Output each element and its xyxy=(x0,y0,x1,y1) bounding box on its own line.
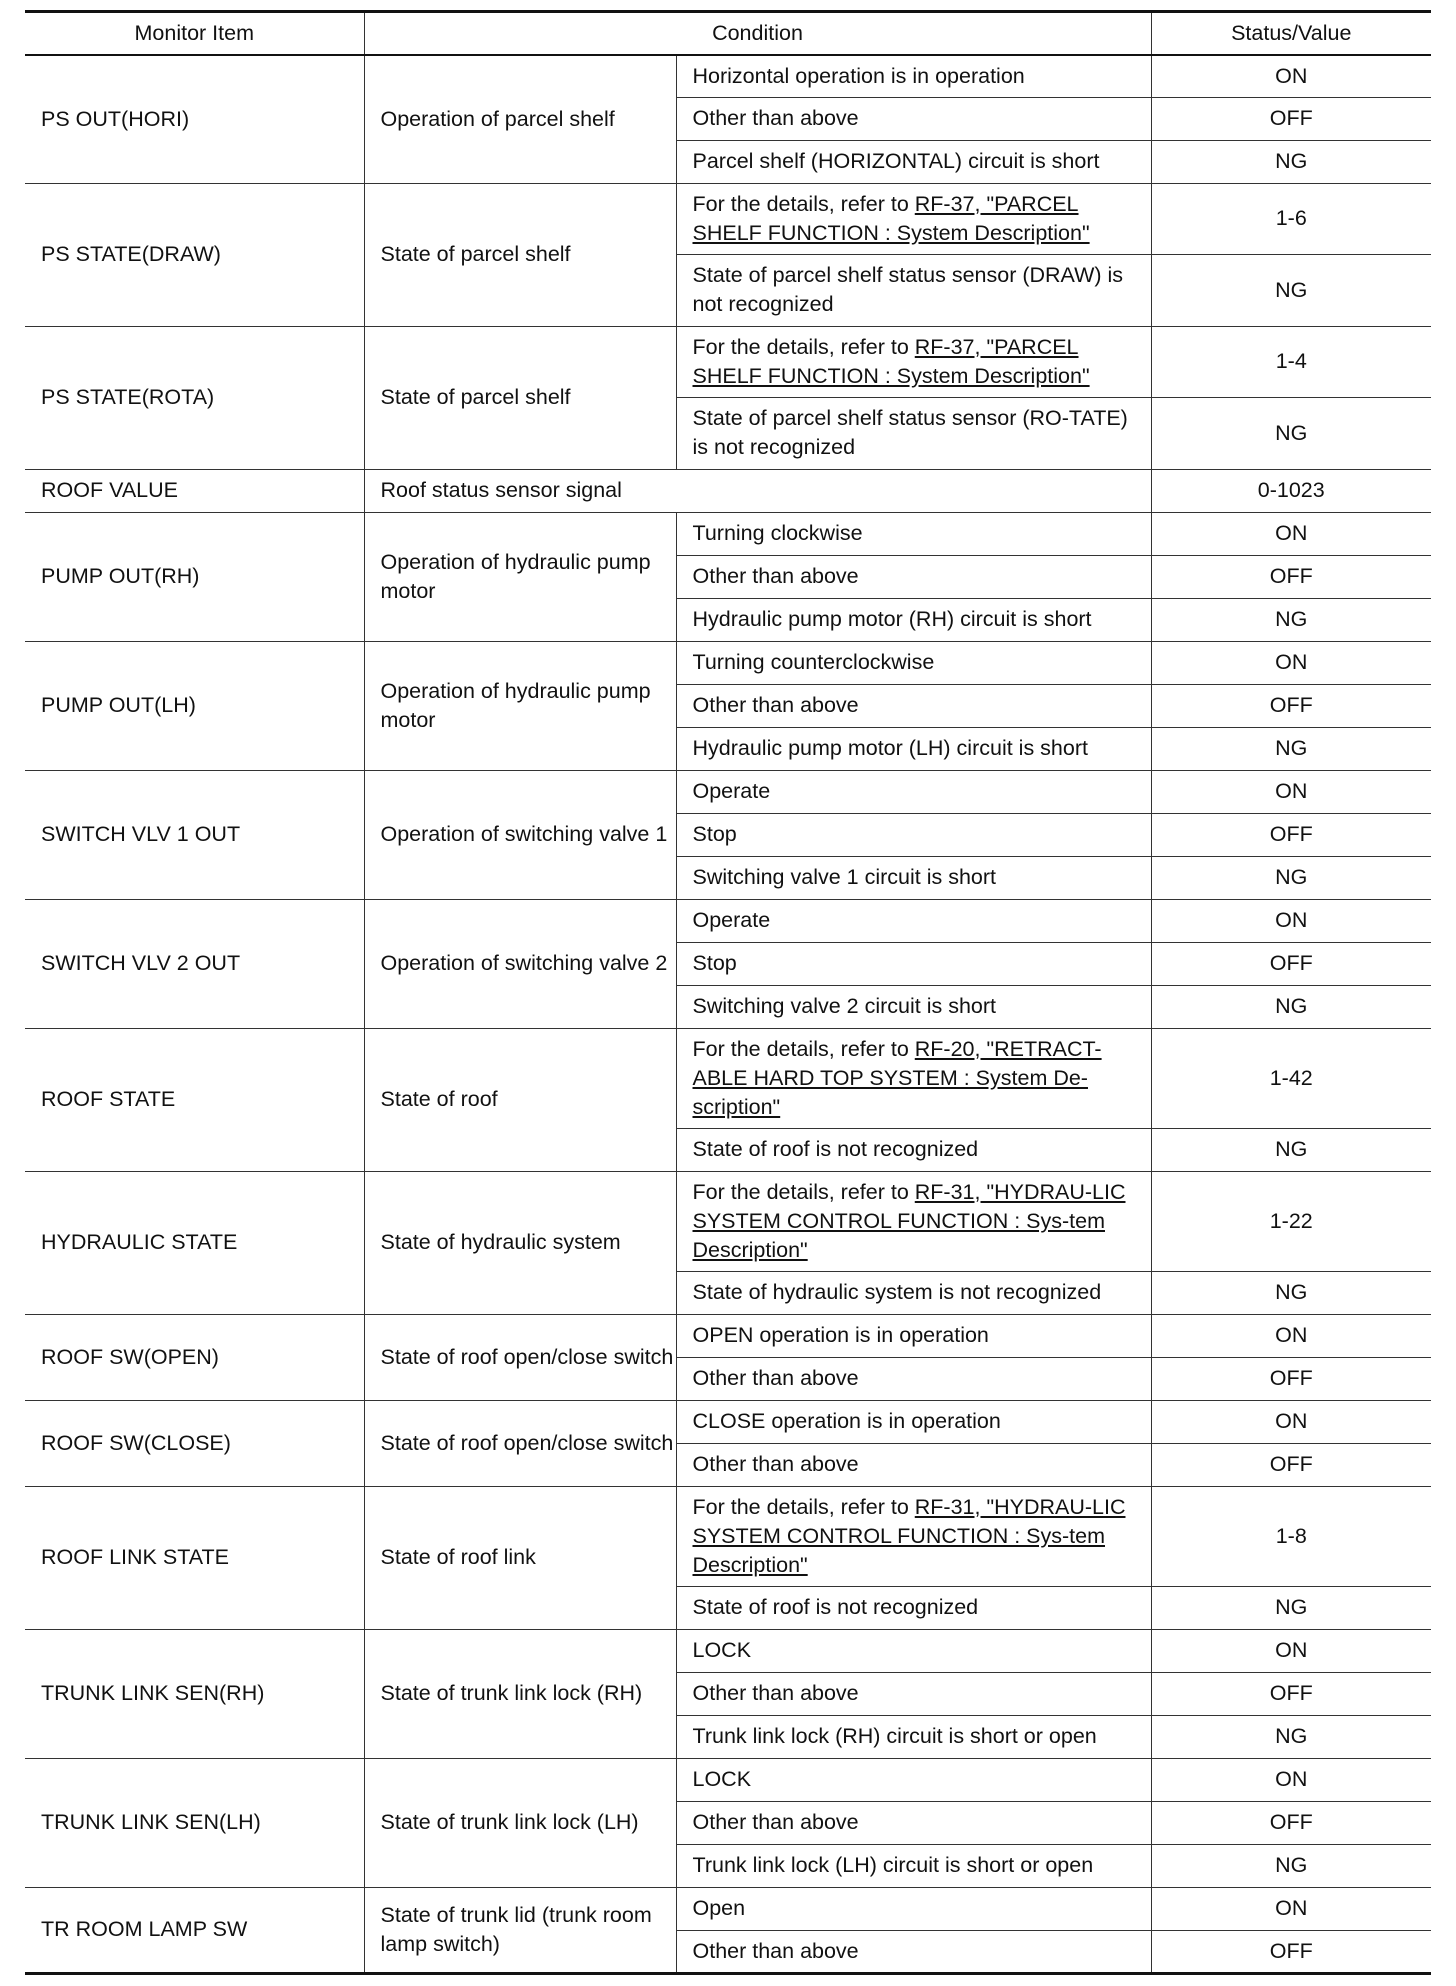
status-value-cell: OFF xyxy=(1151,1801,1431,1844)
monitor-item-cell: TR ROOM LAMP SW xyxy=(25,1887,364,1973)
table-row xyxy=(25,899,1431,942)
status-value-cell: NG xyxy=(1151,856,1431,899)
status-value-cell: NG xyxy=(1151,254,1431,326)
condition-cell: State of roof open/close switch xyxy=(364,1314,676,1400)
monitor-item-cell: HYDRAULIC STATE xyxy=(25,1171,364,1314)
condition-detail-cell: Other than above xyxy=(676,1672,1151,1715)
monitor-item-cell: PS STATE(DRAW) xyxy=(25,183,364,326)
status-value-cell: NG xyxy=(1151,1844,1431,1887)
condition-detail-cell: Open xyxy=(676,1887,1151,1930)
condition-detail-cell xyxy=(676,1486,1151,1586)
condition-detail-cell: Stop xyxy=(676,942,1151,985)
condition-detail-cell: LOCK xyxy=(676,1629,1151,1672)
condition-detail-cell: Trunk link lock (LH) circuit is short or open xyxy=(676,1844,1151,1887)
status-value-cell: NG xyxy=(1151,598,1431,641)
status-value-cell: ON xyxy=(1151,512,1431,555)
condition-detail-cell: Turning counterclockwise xyxy=(676,641,1151,684)
status-value-cell: OFF xyxy=(1151,813,1431,856)
status-value-cell: 1-4 xyxy=(1151,326,1431,397)
monitor-item-table-page xyxy=(25,10,1431,1978)
condition-cell: State of trunk lid (trunk room lamp switch) xyxy=(364,1887,676,1973)
status-value-cell: OFF xyxy=(1151,684,1431,727)
status-value-cell: 1-42 xyxy=(1151,1028,1431,1128)
status-value-cell: OFF xyxy=(1151,555,1431,598)
condition-detail-cell: State of parcel shelf status sensor (RO-TATE) is not recognized xyxy=(676,397,1151,469)
status-value-cell: ON xyxy=(1151,899,1431,942)
monitor-item-cell: ROOF SW(OPEN) xyxy=(25,1314,364,1400)
status-value-cell: 1-22 xyxy=(1151,1171,1431,1271)
condition-detail-cell: Horizontal operation is in operation xyxy=(676,55,1151,97)
condition-detail-cell: Hydraulic pump motor (LH) circuit is short xyxy=(676,727,1151,770)
reference-link[interactable]: RF-20, "RETRACT-ABLE HARD TOP SYSTEM : System De-scription" xyxy=(692,1036,1102,1119)
monitor-item-cell: TRUNK LINK SEN(LH) xyxy=(25,1758,364,1887)
condition-detail-cell: Stop xyxy=(676,813,1151,856)
condition-cell: Operation of parcel shelf xyxy=(364,55,676,183)
condition-detail-cell: CLOSE operation is in operation xyxy=(676,1400,1151,1443)
table-row xyxy=(25,1028,1431,1128)
status-value-cell: ON xyxy=(1151,1629,1431,1672)
condition-cell: State of roof open/close switch xyxy=(364,1400,676,1486)
condition-detail-cell: State of roof is not recognized xyxy=(676,1586,1151,1629)
status-value-cell: 1-8 xyxy=(1151,1486,1431,1586)
reference-prefix: For the details, refer to xyxy=(692,1494,915,1519)
status-value-cell: OFF xyxy=(1151,1357,1431,1400)
monitor-item-cell: PUMP OUT(LH) xyxy=(25,641,364,770)
table-row xyxy=(25,1486,1431,1586)
table-row xyxy=(25,1171,1431,1271)
condition-detail-cell: Trunk link lock (RH) circuit is short or open xyxy=(676,1715,1151,1758)
table-row xyxy=(25,326,1431,397)
monitor-item-cell: PS OUT(HORI) xyxy=(25,55,364,183)
status-value-cell: ON xyxy=(1151,1314,1431,1357)
status-value-cell: NG xyxy=(1151,1586,1431,1629)
status-value-cell: ON xyxy=(1151,770,1431,813)
reference-link[interactable]: RF-31, "HYDRAU-LIC SYSTEM CONTROL FUNCTION : Sys-tem Description" xyxy=(692,1494,1126,1577)
reference-prefix: For the details, refer to xyxy=(692,334,915,359)
condition-cell: State of parcel shelf xyxy=(364,183,676,326)
condition-detail-cell: Other than above xyxy=(676,1443,1151,1486)
status-value-cell: ON xyxy=(1151,641,1431,684)
monitor-item-table xyxy=(25,10,1431,1975)
monitor-item-cell: ROOF LINK STATE xyxy=(25,1486,364,1629)
condition-detail-cell xyxy=(676,1171,1151,1271)
status-value-cell: NG xyxy=(1151,140,1431,183)
status-value-cell: NG xyxy=(1151,727,1431,770)
table-row xyxy=(25,1400,1431,1443)
reference-prefix: For the details, refer to xyxy=(692,191,915,216)
condition-cell: State of trunk link lock (RH) xyxy=(364,1629,676,1758)
status-value-cell: NG xyxy=(1151,985,1431,1028)
table-row xyxy=(25,641,1431,684)
monitor-item-cell: SWITCH VLV 1 OUT xyxy=(25,770,364,899)
condition-detail-cell: Other than above xyxy=(676,1930,1151,1973)
condition-cell: State of parcel shelf xyxy=(364,326,676,469)
condition-detail-cell: Hydraulic pump motor (RH) circuit is short xyxy=(676,598,1151,641)
monitor-item-cell: ROOF SW(CLOSE) xyxy=(25,1400,364,1486)
status-value-cell: ON xyxy=(1151,55,1431,97)
condition-cell: State of hydraulic system xyxy=(364,1171,676,1314)
reference-prefix: For the details, refer to xyxy=(692,1179,915,1204)
reference-link[interactable]: RF-37, "PARCEL SHELF FUNCTION : System Description" xyxy=(692,334,1090,388)
status-value-cell: OFF xyxy=(1151,97,1431,140)
condition-detail-cell xyxy=(676,326,1151,397)
condition-detail-cell: Other than above xyxy=(676,555,1151,598)
monitor-item-cell: PS STATE(ROTA) xyxy=(25,326,364,469)
status-value-cell: ON xyxy=(1151,1887,1431,1930)
status-value-cell: NG xyxy=(1151,397,1431,469)
table-row xyxy=(25,469,1431,512)
condition-detail-cell: State of hydraulic system is not recognized xyxy=(676,1271,1151,1314)
status-value-cell: ON xyxy=(1151,1758,1431,1801)
status-value-cell: ON xyxy=(1151,1400,1431,1443)
status-value-cell: 1-6 xyxy=(1151,183,1431,254)
condition-cell: State of roof xyxy=(364,1028,676,1171)
condition-detail-cell: Parcel shelf (HORIZONTAL) circuit is short xyxy=(676,140,1151,183)
condition-cell: State of roof link xyxy=(364,1486,676,1629)
status-value-cell: OFF xyxy=(1151,1672,1431,1715)
condition-detail-cell: Other than above xyxy=(676,1801,1151,1844)
reference-link[interactable]: RF-31, "HYDRAU-LIC SYSTEM CONTROL FUNCTION : Sys-tem Description" xyxy=(692,1179,1126,1262)
condition-detail-cell: Other than above xyxy=(676,97,1151,140)
table-row xyxy=(25,55,1431,97)
condition-cell: State of trunk link lock (LH) xyxy=(364,1758,676,1887)
status-value-cell: OFF xyxy=(1151,1930,1431,1973)
table-row xyxy=(25,1629,1431,1672)
table-row xyxy=(25,1758,1431,1801)
monitor-item-cell: PUMP OUT(RH) xyxy=(25,512,364,641)
condition-detail-cell: OPEN operation is in operation xyxy=(676,1314,1151,1357)
table-row xyxy=(25,770,1431,813)
status-value-cell: NG xyxy=(1151,1128,1431,1171)
condition-detail-cell: Other than above xyxy=(676,1357,1151,1400)
header-monitor-item: Monitor Item xyxy=(25,12,364,56)
condition-detail-cell: Switching valve 2 circuit is short xyxy=(676,985,1151,1028)
condition-detail-cell: State of roof is not recognized xyxy=(676,1128,1151,1171)
header-status-value: Status/Value xyxy=(1151,12,1431,56)
reference-link[interactable]: RF-37, "PARCEL SHELF FUNCTION : System Description" xyxy=(692,191,1090,245)
condition-detail-cell: Turning clockwise xyxy=(676,512,1151,555)
condition-detail-cell xyxy=(676,183,1151,254)
condition-detail-cell: State of parcel shelf status sensor (DRAW) is not recognized xyxy=(676,254,1151,326)
condition-detail-cell: LOCK xyxy=(676,1758,1151,1801)
status-value-cell: NG xyxy=(1151,1715,1431,1758)
status-value-cell: OFF xyxy=(1151,1443,1431,1486)
monitor-item-cell: ROOF VALUE xyxy=(25,469,364,512)
table-row xyxy=(25,1887,1431,1930)
monitor-item-cell: ROOF STATE xyxy=(25,1028,364,1171)
header-row xyxy=(25,12,1431,56)
condition-detail-cell: Operate xyxy=(676,899,1151,942)
status-value-cell: OFF xyxy=(1151,942,1431,985)
condition-detail-cell: Operate xyxy=(676,770,1151,813)
condition-detail-cell: Switching valve 1 circuit is short xyxy=(676,856,1151,899)
status-value-cell: 0-1023 xyxy=(1151,469,1431,512)
table-row xyxy=(25,512,1431,555)
condition-cell: Operation of hydraulic pump motor xyxy=(364,512,676,641)
condition-cell: Operation of switching valve 2 xyxy=(364,899,676,1028)
status-value-cell: NG xyxy=(1151,1271,1431,1314)
condition-detail-cell: Other than above xyxy=(676,684,1151,727)
condition-detail-cell xyxy=(676,1028,1151,1128)
reference-prefix: For the details, refer to xyxy=(692,1036,915,1061)
table-row xyxy=(25,1314,1431,1357)
table-row xyxy=(25,183,1431,254)
condition-cell: Roof status sensor signal xyxy=(364,469,1151,512)
header-condition: Condition xyxy=(364,12,1151,56)
condition-cell: Operation of hydraulic pump motor xyxy=(364,641,676,770)
condition-cell: Operation of switching valve 1 xyxy=(364,770,676,899)
monitor-item-cell: SWITCH VLV 2 OUT xyxy=(25,899,364,1028)
monitor-item-cell: TRUNK LINK SEN(RH) xyxy=(25,1629,364,1758)
